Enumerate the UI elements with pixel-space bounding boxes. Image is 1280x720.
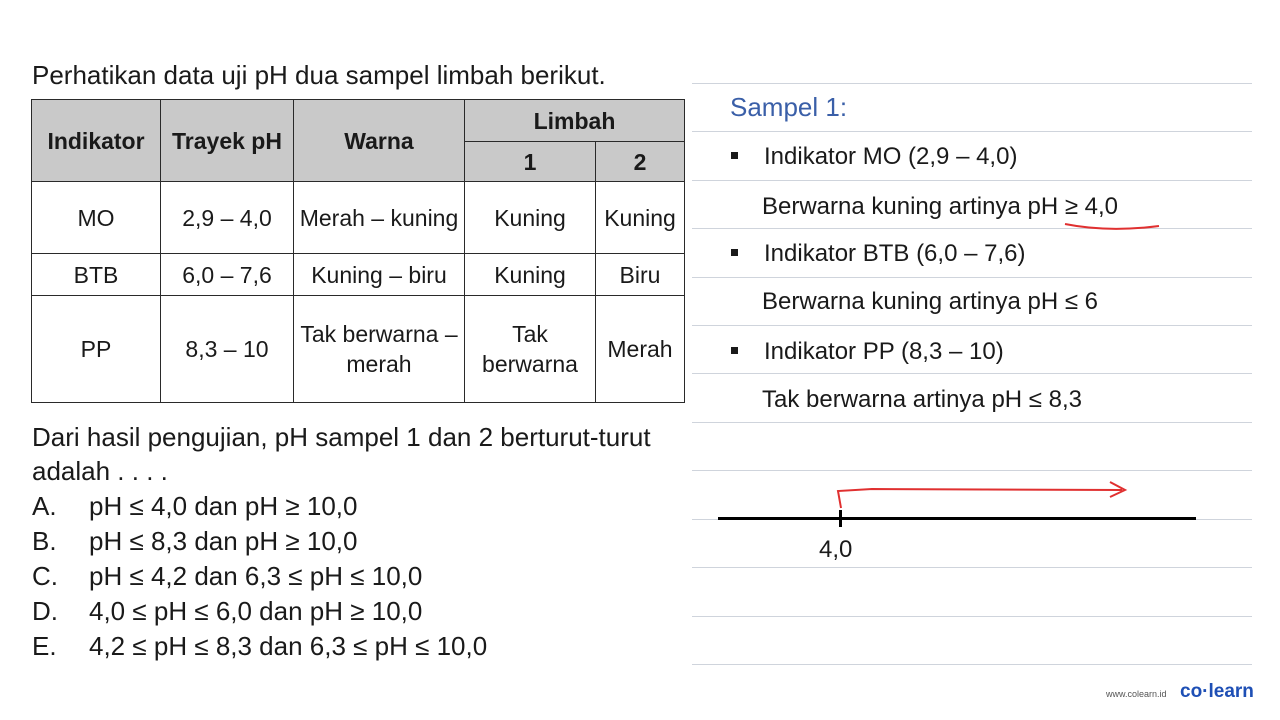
question-text: Dari hasil pengujian, pH sampel 1 dan 2 berturut-turut adalah . . . .	[32, 422, 651, 486]
arrow-annotation	[838, 489, 1122, 508]
cell-trayek: 8,3 – 10	[161, 296, 294, 403]
cell-limbah-1: Kuning	[465, 182, 596, 254]
header-limbah-1: 1	[465, 142, 596, 182]
cell-indikator: MO	[32, 182, 161, 254]
brand-logo: co·learn	[1180, 681, 1254, 702]
cell-limbah-2: Merah	[596, 296, 685, 403]
cell-limbah-2: Biru	[596, 254, 685, 296]
cell-limbah-1: Kuning	[465, 254, 596, 296]
solution-item-label: Indikator MO (2,9 – 4,0)	[764, 143, 1018, 170]
cell-warna: Kuning – biru	[294, 254, 465, 296]
header-indikator: Indikator	[32, 100, 161, 182]
option-letter: C.	[32, 561, 58, 591]
option-text: 4,0 ≤ pH ≤ 6,0 dan pH ≥ 10,0	[89, 596, 423, 626]
option-letter: E.	[32, 631, 57, 661]
option-text: 4,2 ≤ pH ≤ 8,3 dan 6,3 ≤ pH ≤ 10,0	[89, 631, 488, 661]
cell-indikator: PP	[32, 296, 161, 403]
solution-item-label: Indikator PP (8,3 – 10)	[764, 338, 1004, 365]
cell-limbah-2: Kuning	[596, 182, 685, 254]
solution-item-detail: Tak berwarna artinya pH ≤ 8,3	[762, 386, 1082, 413]
cell-trayek: 2,9 – 4,0	[161, 182, 294, 254]
cell-trayek: 6,0 – 7,6	[161, 254, 294, 296]
option-letter: D.	[32, 596, 58, 626]
cell-indikator: BTB	[32, 254, 161, 296]
option-text: pH ≤ 4,0 dan pH ≥ 10,0	[89, 491, 358, 521]
question-title: Perhatikan data uji pH dua sampel limbah berikut.	[32, 60, 606, 90]
option-text: pH ≤ 8,3 dan pH ≥ 10,0	[89, 526, 358, 556]
header-limbah: Limbah	[465, 100, 685, 142]
cell-warna: Tak berwarna – merah	[294, 296, 465, 403]
solution-item-label: Indikator BTB (6,0 – 7,6)	[764, 240, 1026, 267]
cell-warna: Merah – kuning	[294, 182, 465, 254]
cell-limbah-1: Tak berwarna	[465, 296, 596, 403]
option-text: pH ≤ 4,2 dan 6,3 ≤ pH ≤ 10,0	[89, 561, 423, 591]
header-trayek: Trayek pH	[161, 100, 294, 182]
solution-heading: Sampel 1:	[730, 92, 848, 122]
solution-item-detail: Berwarna kuning artinya pH ≥ 4,0	[762, 193, 1119, 220]
solution-item-detail: Berwarna kuning artinya pH ≤ 6	[762, 288, 1099, 315]
header-limbah-2: 2	[596, 142, 685, 182]
number-line-label: 4,0	[819, 536, 853, 563]
option-letter: A.	[32, 491, 57, 521]
underline-annotation	[1065, 224, 1159, 229]
option-letter: B.	[32, 526, 57, 556]
header-warna: Warna	[294, 100, 465, 182]
brand-url: www.colearn.id	[1106, 689, 1167, 699]
